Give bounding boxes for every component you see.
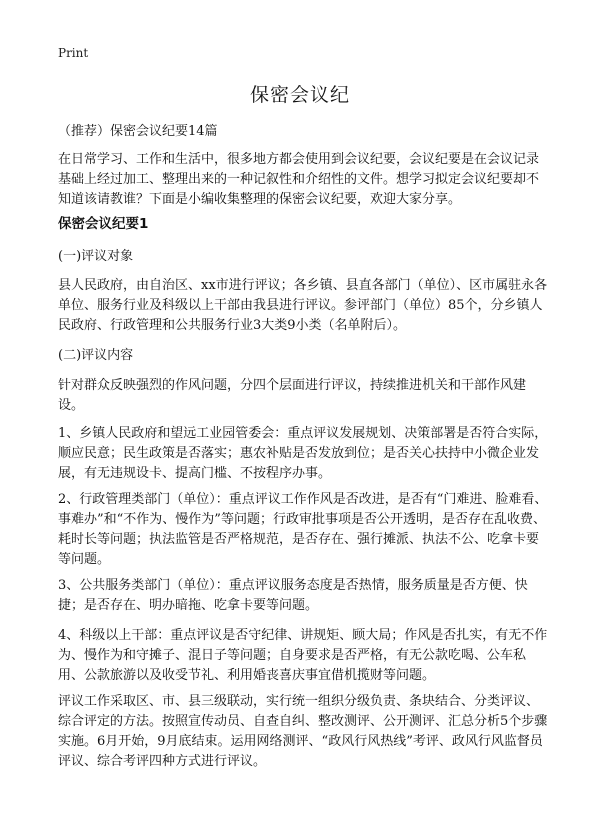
subsection-2-title: (二)评议内容 bbox=[58, 348, 134, 363]
subsection-2-paragraph: 针对群众反映强烈的作风问题，分四个层面进行评议，持续推进机关和干部作风建设。 bbox=[58, 378, 527, 413]
list-item: 4、科级以上干部：重点评议是否守纪律、讲规矩、顾大局；作风是否扎实，有无不作为、慢作为和守摊子、混日子等问题；自身要求是否严格，有无公款吃喝、公车私用、公款旅游以及收受节礼、利用婚丧喜庆事宜借机揽财等问题。 bbox=[58, 628, 548, 683]
subsection-1-title: (一)评议对象 bbox=[58, 249, 134, 264]
document-title: 保密会议纪 bbox=[249, 84, 350, 106]
intro-paragraph: 在日常学习、工作和生活中，很多地方都会使用到会议纪要，会议纪要是在会议记录基础上经过加工、整理出来的一种记叙性和介绍性的文件。想学习拟定会议纪要却不知道该请教谁？下面是小编收集整理的保密会议纪要，欢迎大家分享。 bbox=[58, 152, 540, 207]
list-item: 1、乡镇人民政府和望远工业园管委会：重点评议发展规划、决策部署是否符合实际，顺应民意；民生政策是否落实；惠农补贴是否发放到位；是否关心扶持中小微企业发展，有无违规设卡、提高门槛、不按程序办事。 bbox=[58, 426, 548, 481]
document-subtitle: （推荐）保密会议纪要14篇 bbox=[58, 124, 218, 139]
section-heading: 保密会议纪要1 bbox=[58, 216, 149, 232]
print-link[interactable]: Print bbox=[58, 46, 89, 60]
list-item: 3、公共服务类部门（单位）：重点评议服务态度是否热情，服务质量是否方便、快捷；是否存在、明办暗拖、吃拿卡要等问题。 bbox=[58, 578, 528, 613]
subsection-1-paragraph: 县人民政府，由自治区、xx市进行评议；各乡镇、县直各部门（单位）、区市属驻永各单位、服务行业及科级以上干部由我县进行评议。参评部门（单位）85个，分乡镇人民政府、行政管理和公共服务行业3大类9小类（名单附后）。 bbox=[58, 278, 548, 333]
final-paragraph: 评议工作采取区、市、县三级联动，实行统一组织分级负责、条块结合、分类评议、综合评定的方法。按照宣传动员、自查自纠、整改测评、公开测评、汇总分析5个步骤实施。6月开始，9月底结束。运用网络测评、“政风行风热线”考评、政风行风监督员评议、综合考评四种方式进行评议。 bbox=[58, 694, 548, 769]
list-item: 2、行政管理类部门（单位）：重点评议工作作风是否改进，是否有“门难进、脸难看、事难办”和“不作为、慢作为”等问题；行政审批事项是否公开透明，是否存在乱收费、耗时长等问题；执法监管是否严格规范，是否存在、强行摊派、执法不公、吃拿卡要等问题。 bbox=[58, 492, 548, 567]
